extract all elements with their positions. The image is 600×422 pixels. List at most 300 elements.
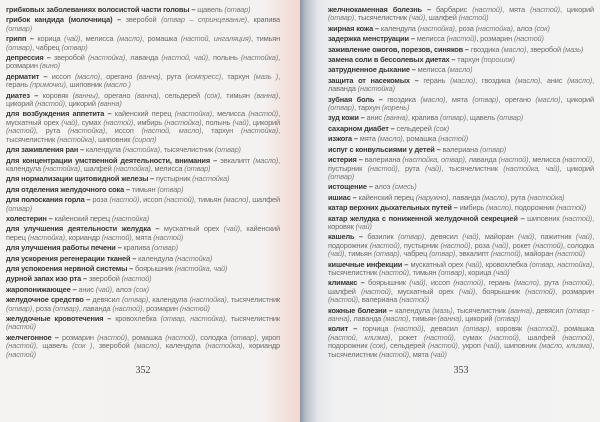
herb-name: иссоп bbox=[51, 71, 75, 81]
preparation-form: (масло) bbox=[535, 94, 561, 104]
preparation-form: (настой) bbox=[533, 240, 563, 250]
list-item bbox=[6, 146, 280, 154]
preparation-form: (ванна) bbox=[97, 99, 122, 109]
list-item bbox=[6, 186, 280, 194]
entry-definition bbox=[367, 113, 523, 122]
list-item bbox=[328, 135, 594, 143]
herb-name: анис bbox=[78, 284, 96, 294]
entries bbox=[6, 6, 280, 359]
preparation-form: (чай) bbox=[425, 163, 442, 173]
herb-name: , тимьян bbox=[250, 34, 280, 44]
herb-name: мускатный орех bbox=[163, 224, 224, 234]
list-item bbox=[6, 296, 280, 313]
herb-name: , рута bbox=[507, 192, 528, 202]
preparation-form: (настойка) bbox=[357, 84, 395, 94]
entry-term: для отделения желудочного сока bbox=[6, 184, 125, 194]
herb-name: календула bbox=[395, 305, 433, 315]
list-item bbox=[6, 92, 280, 109]
herb-name: , иссоп bbox=[105, 126, 142, 136]
preparation-form: (масло) bbox=[383, 314, 409, 323]
list-item bbox=[328, 25, 594, 33]
list-item bbox=[6, 175, 280, 183]
herb-name: , имбирь bbox=[133, 117, 165, 127]
herb-name: , боярышник bbox=[475, 286, 526, 296]
preparation-form: (настой) bbox=[35, 99, 65, 109]
preparation-form: (масло) bbox=[377, 134, 403, 144]
entry-definition bbox=[457, 55, 515, 64]
herb-name: , тархун bbox=[354, 103, 382, 113]
preparation-form: (настойка) bbox=[527, 192, 565, 202]
preparation-form: (отвар) bbox=[6, 23, 33, 33]
separator: – bbox=[46, 213, 55, 223]
separator: – bbox=[421, 5, 437, 14]
list-item bbox=[6, 6, 280, 14]
list-item bbox=[6, 265, 280, 273]
herb-name: , шиповник bbox=[94, 134, 133, 144]
herb-name: роза bbox=[92, 195, 110, 205]
herb-name: , шалфей bbox=[518, 332, 563, 342]
preparation-form: (настойка) bbox=[122, 145, 160, 155]
list-item bbox=[328, 194, 594, 202]
herb-name: , алоэ bbox=[111, 284, 134, 294]
preparation-form: (настойка) bbox=[67, 126, 106, 136]
herb-name: , коровяк bbox=[328, 213, 594, 231]
entry-term: дурной запах изо рта bbox=[6, 274, 82, 284]
preparation-form: (настой, чай) bbox=[161, 53, 208, 63]
herb-name: , рута bbox=[35, 126, 68, 136]
separator: – bbox=[26, 34, 38, 44]
preparation-form: (отвар) bbox=[398, 232, 425, 242]
preparation-form: (чай) bbox=[493, 267, 510, 277]
entry-definition bbox=[6, 91, 280, 108]
list-item bbox=[6, 315, 280, 332]
preparation-form: (отвар) bbox=[52, 303, 79, 313]
preparation-form: (отвар) bbox=[479, 144, 507, 154]
preparation-form: (настойка) bbox=[113, 163, 151, 173]
preparation-form: (чай) bbox=[483, 341, 500, 351]
separator: – bbox=[127, 263, 136, 273]
preparation-form: (отвар) bbox=[328, 13, 355, 23]
herb-name: , сумах bbox=[77, 117, 104, 127]
separator: – bbox=[104, 109, 115, 119]
entry-definition bbox=[328, 155, 594, 181]
preparation-form: (масло) bbox=[515, 75, 541, 85]
separator: – bbox=[386, 305, 396, 315]
preparation-form: (настой) bbox=[164, 195, 194, 205]
herb-name: , подорожник bbox=[328, 332, 595, 351]
herb-name: , укроп bbox=[457, 341, 484, 351]
right-page bbox=[300, 0, 600, 422]
entry-term: ишиас bbox=[328, 192, 351, 202]
herb-name: , чабрец bbox=[32, 42, 62, 52]
entry-term: испуг с конвульсиями у детей bbox=[328, 144, 435, 154]
entry-definition bbox=[55, 214, 150, 223]
preparation-form: (настойка) bbox=[205, 341, 243, 351]
herb-name: , пустырник bbox=[328, 155, 594, 173]
entry-definition bbox=[328, 232, 594, 258]
preparation-form: (настой) bbox=[513, 34, 544, 44]
herb-name: , гвоздика bbox=[475, 75, 516, 85]
herb-name: , лаванда bbox=[125, 53, 162, 63]
entry-term: депрессия bbox=[6, 53, 44, 63]
herb-name: кайенский перец bbox=[54, 213, 112, 223]
herb-name: , рута bbox=[160, 71, 186, 81]
herb-name: , розмарин bbox=[142, 303, 180, 313]
preparation-form: (настойка) bbox=[240, 53, 279, 63]
preparation-form: (настойка, отвар) bbox=[402, 155, 465, 165]
preparation-form: (настой) bbox=[393, 324, 424, 334]
herb-name: анис bbox=[366, 113, 384, 123]
herb-name: , орегано bbox=[498, 94, 536, 104]
preparation-form: (масло) bbox=[223, 195, 249, 205]
entry-definition bbox=[359, 193, 565, 202]
preparation-form: (настойка) bbox=[417, 23, 455, 33]
preparation-form: (настой) bbox=[423, 332, 454, 342]
separator: – bbox=[409, 65, 418, 75]
herb-name: мускатный орех bbox=[410, 259, 466, 269]
preparation-form: (отвар, настойка) bbox=[160, 314, 226, 323]
preparation-form: (отвар) bbox=[429, 249, 456, 259]
preparation-form: (масло) bbox=[513, 278, 539, 288]
herb-name: , лаванда bbox=[328, 75, 594, 94]
herb-name: , крапива bbox=[407, 113, 441, 123]
preparation-form: (отвар) bbox=[6, 203, 33, 213]
separator: – bbox=[210, 155, 221, 165]
separator: – bbox=[103, 314, 116, 323]
preparation-form: (настойка, чай) bbox=[174, 263, 228, 273]
herb-name: , иссоп bbox=[425, 278, 454, 288]
preparation-form: (настой) bbox=[525, 286, 556, 296]
herb-name: , тысячелистник bbox=[225, 314, 280, 323]
preparation-form: (настойка) bbox=[192, 174, 230, 184]
preparation-form: (настой) bbox=[379, 349, 409, 359]
herb-name: шиповник bbox=[527, 213, 563, 223]
preparation-form: (настой) bbox=[109, 195, 140, 205]
preparation-form: (настой) bbox=[369, 240, 400, 250]
list-item bbox=[328, 233, 594, 258]
herb-name: , роза bbox=[32, 303, 53, 313]
herb-name: календула bbox=[380, 23, 418, 33]
herb-name: алоэ bbox=[374, 182, 393, 192]
preparation-form: (сок) bbox=[204, 90, 220, 100]
preparation-form: (масло) bbox=[420, 94, 446, 104]
entry-definition bbox=[397, 124, 450, 133]
preparation-form: (порошок) bbox=[481, 55, 515, 65]
preparation-form: (чай) bbox=[492, 240, 509, 250]
herb-name: , мята bbox=[408, 349, 431, 359]
preparation-form: (чай) bbox=[408, 13, 426, 23]
entry-definition bbox=[471, 45, 583, 54]
herb-name: , мята bbox=[131, 232, 154, 242]
entry-term: дерматит bbox=[6, 71, 40, 81]
separator: – bbox=[348, 324, 363, 334]
preparation-form: (настой) bbox=[453, 278, 484, 288]
herb-name: , цикорий bbox=[559, 163, 594, 173]
herb-name: , тархун bbox=[221, 71, 254, 81]
preparation-form: (настойка) bbox=[174, 109, 212, 119]
herb-name: зверобой bbox=[125, 15, 162, 25]
herb-name: , валериана bbox=[357, 295, 400, 305]
preparation-form: (ванна) bbox=[383, 113, 408, 123]
separator: – bbox=[351, 134, 360, 144]
herb-name: , мелисса bbox=[80, 34, 117, 44]
preparation-form: (отвар) bbox=[440, 113, 467, 123]
list-item bbox=[6, 196, 280, 213]
preparation-form: (отвар) bbox=[328, 171, 355, 181]
preparation-form: (отвар) bbox=[122, 295, 149, 305]
entry-definition bbox=[138, 254, 212, 263]
separator: – bbox=[189, 5, 198, 14]
entry-definition bbox=[197, 5, 250, 14]
entry-definition bbox=[78, 285, 149, 294]
herb-name: , тимьян bbox=[408, 314, 438, 323]
herb-name: , цикорий bbox=[64, 99, 98, 109]
herb-name: валериана bbox=[442, 144, 480, 154]
herb-name: , герань bbox=[6, 71, 280, 90]
list-item bbox=[328, 279, 594, 304]
entry-list bbox=[328, 6, 594, 376]
herb-name: боярышник bbox=[135, 263, 175, 273]
separator: – bbox=[356, 155, 365, 165]
herb-name: , ромашка bbox=[402, 134, 439, 144]
herb-name: мята bbox=[359, 134, 378, 144]
list-item bbox=[328, 307, 594, 324]
preparation-form: (настойка) bbox=[475, 23, 513, 33]
separator: – bbox=[112, 15, 126, 25]
separator: – bbox=[83, 295, 93, 305]
herb-name: , ромашка bbox=[557, 324, 594, 334]
herb-name: , лаванда bbox=[78, 303, 113, 313]
herb-name: барбарис bbox=[436, 5, 473, 14]
preparation-form: (масло) bbox=[134, 341, 160, 351]
preparation-form: (отвар) bbox=[463, 324, 490, 334]
preparation-form: (настойка) bbox=[42, 163, 81, 173]
separator: – bbox=[354, 232, 368, 242]
herb-name: , мелисса bbox=[150, 163, 185, 173]
separator: – bbox=[84, 195, 93, 205]
separator: – bbox=[39, 71, 52, 81]
preparation-form: (настойка) bbox=[174, 253, 213, 263]
separator: – bbox=[29, 90, 43, 100]
herb-name: , рокет bbox=[390, 332, 424, 342]
herb-name: , алоэ bbox=[512, 23, 535, 33]
list-item bbox=[328, 215, 594, 232]
preparation-form: (масло) bbox=[482, 192, 508, 202]
separator: – bbox=[148, 174, 157, 184]
entry-term: истощение bbox=[328, 182, 367, 192]
entry-definition bbox=[132, 185, 184, 194]
herb-name: кайенский перец bbox=[358, 192, 416, 202]
list-item bbox=[6, 334, 280, 359]
herb-name: , тимьян bbox=[193, 195, 224, 205]
separator: – bbox=[350, 192, 359, 202]
preparation-form: (настой) bbox=[490, 249, 521, 259]
entry-term: замена соли в бессолевых диетах bbox=[328, 55, 450, 65]
herb-name: корица bbox=[37, 34, 64, 44]
preparation-form: (настой) bbox=[103, 117, 134, 127]
herb-name: базилик bbox=[367, 232, 399, 242]
preparation-form: (чай) bbox=[409, 278, 426, 288]
entry-definition bbox=[360, 134, 468, 143]
entry-term: желчегонное bbox=[6, 332, 52, 342]
herb-name: , шиповник bbox=[499, 341, 540, 351]
list-item bbox=[328, 204, 594, 212]
separator: – bbox=[434, 144, 443, 154]
preparation-form: (ванна) bbox=[437, 314, 462, 323]
herb-name: , орегано bbox=[99, 71, 137, 81]
herb-name: , календула bbox=[6, 155, 280, 173]
preparation-form: (компресс) bbox=[185, 71, 222, 81]
herb-name: , пустырник bbox=[399, 240, 441, 250]
separator: – bbox=[374, 94, 388, 104]
herb-name: , шалфей bbox=[80, 163, 114, 173]
list-item bbox=[6, 255, 280, 263]
herb-name: календула bbox=[85, 145, 123, 155]
herb-name: гвоздика bbox=[470, 44, 502, 54]
separator: – bbox=[388, 123, 397, 133]
preparation-form: (настой) bbox=[498, 155, 529, 165]
entries bbox=[328, 6, 594, 359]
preparation-form: (наружно) bbox=[415, 192, 449, 202]
herb-name: , мелисса bbox=[528, 155, 563, 165]
herb-name: , зверобой bbox=[526, 44, 563, 54]
preparation-form: (смесь) bbox=[392, 182, 417, 192]
herb-name: , шиповник bbox=[65, 80, 104, 90]
entry-term: для возбуждения аппетита bbox=[6, 109, 105, 119]
separator: – bbox=[402, 259, 411, 269]
entry-term: для нормализации щитовидной железы bbox=[6, 174, 149, 184]
herb-name: сельдерей bbox=[396, 123, 434, 133]
separator: – bbox=[150, 224, 164, 234]
list-item bbox=[328, 46, 594, 54]
list-item bbox=[328, 156, 594, 181]
herb-name: девясил bbox=[92, 295, 122, 305]
entry-term: для заживления ран bbox=[6, 145, 79, 155]
entry-definition bbox=[123, 243, 177, 252]
herb-name: , розмарин bbox=[555, 286, 594, 296]
list-item bbox=[6, 73, 280, 90]
preparation-form: (отвар) bbox=[224, 5, 251, 14]
entry-definition bbox=[381, 24, 550, 33]
entry-definition bbox=[86, 145, 241, 154]
preparation-form: (чай) bbox=[328, 249, 345, 259]
preparation-form: (настой) bbox=[438, 134, 469, 144]
entry-term: катар верхних дыхательных путей bbox=[328, 203, 452, 213]
herb-name: , цикорий bbox=[6, 90, 280, 109]
entry-term: грибковых заболеваниях волосистой части головы bbox=[6, 5, 190, 14]
separator: – bbox=[449, 55, 458, 65]
preparation-form: (чай) bbox=[575, 232, 593, 242]
preparation-form: (корень) bbox=[381, 103, 410, 113]
entry-term: зуд кожи bbox=[328, 113, 359, 123]
list-item bbox=[6, 225, 280, 242]
herb-name: , шалфей bbox=[425, 13, 459, 23]
herb-name: тимьян bbox=[131, 184, 158, 194]
herb-name: эвкалипт bbox=[220, 155, 254, 165]
preparation-form: (масло) bbox=[450, 75, 476, 85]
preparation-form: (отвар) bbox=[151, 243, 178, 253]
herb-name: , подорожник bbox=[328, 232, 594, 250]
herb-name: , солодка bbox=[562, 240, 595, 250]
entry-definition bbox=[375, 182, 417, 191]
preparation-form: (отвар) bbox=[494, 314, 521, 323]
entry-term: катар желудка с пониженной желудочной секрецией bbox=[328, 213, 518, 223]
preparation-form: (настойка) bbox=[57, 134, 95, 144]
entry-term: климакс bbox=[328, 278, 358, 288]
entry-term: холестерин bbox=[6, 213, 47, 223]
preparation-form: (настой) bbox=[6, 126, 36, 136]
list-item bbox=[6, 215, 280, 223]
preparation-form: (настой) bbox=[530, 5, 560, 14]
herb-name: , укроп bbox=[256, 332, 280, 342]
preparation-form: (масло) bbox=[74, 71, 100, 81]
preparation-form: (ванна) bbox=[508, 305, 533, 315]
list-item bbox=[328, 56, 594, 64]
herb-name: , роза bbox=[454, 23, 476, 33]
separator: – bbox=[451, 203, 460, 213]
entry-definition bbox=[442, 145, 506, 154]
herb-name: , орегано bbox=[97, 90, 135, 100]
herb-name: , рута bbox=[397, 163, 426, 173]
preparation-form: (настой) bbox=[179, 303, 210, 313]
herb-name: , кайенский перец bbox=[6, 224, 280, 242]
preparation-form: (отвар - ванна) bbox=[328, 305, 594, 323]
preparation-form: (примочки) bbox=[29, 80, 66, 90]
separator: – bbox=[70, 284, 79, 294]
list-item bbox=[328, 125, 594, 133]
entry-term: зубная боль bbox=[328, 94, 375, 104]
herb-name: мелисса bbox=[416, 34, 447, 44]
herb-name: , тимьян bbox=[408, 267, 439, 277]
separator: – bbox=[408, 34, 417, 44]
preparation-form: (настой) bbox=[165, 332, 196, 342]
preparation-form: (мазь ) bbox=[253, 71, 279, 81]
list-item bbox=[328, 77, 594, 94]
preparation-form: (настой) bbox=[379, 267, 409, 277]
entry-definition bbox=[135, 264, 227, 273]
preparation-form: (настой) bbox=[6, 322, 36, 332]
preparation-form: (настой) bbox=[488, 332, 519, 342]
preparation-form: (чай) bbox=[462, 232, 479, 242]
separator: – bbox=[373, 23, 381, 33]
preparation-form: (масло, клизма) bbox=[539, 341, 593, 351]
entry-term: колит bbox=[328, 324, 349, 334]
preparation-form: (отвар – спринцевание) bbox=[161, 15, 247, 25]
preparation-form: (настой) bbox=[248, 109, 279, 119]
preparation-form: (настой) bbox=[121, 274, 152, 284]
preparation-form: (сок) bbox=[370, 341, 386, 351]
herb-name: , солодка bbox=[195, 332, 231, 342]
separator: – bbox=[409, 75, 424, 85]
separator: – bbox=[366, 182, 375, 192]
herb-name: , цикорий bbox=[248, 117, 280, 127]
herb-name: , девясил bbox=[532, 305, 566, 315]
preparation-form: (настой) bbox=[446, 34, 477, 44]
herb-name: , цикорий bbox=[461, 314, 495, 323]
herb-name: , крапива bbox=[247, 15, 280, 25]
list-item bbox=[328, 35, 594, 43]
separator: – bbox=[463, 44, 471, 54]
herb-name: , тысячелистник bbox=[6, 126, 280, 144]
preparation-form: (чай) bbox=[232, 117, 249, 127]
separator: – bbox=[43, 53, 54, 63]
preparation-form: (чай) bbox=[518, 232, 535, 242]
entry-term: защита от насекомых bbox=[328, 75, 410, 85]
herb-name: , тархун bbox=[201, 126, 241, 136]
entry-term: заживление ожогов, порезов, синяков bbox=[328, 44, 464, 54]
entry-term: грибок кандида (молочница) bbox=[6, 15, 113, 25]
entry-term: кожные болезни bbox=[328, 305, 387, 315]
